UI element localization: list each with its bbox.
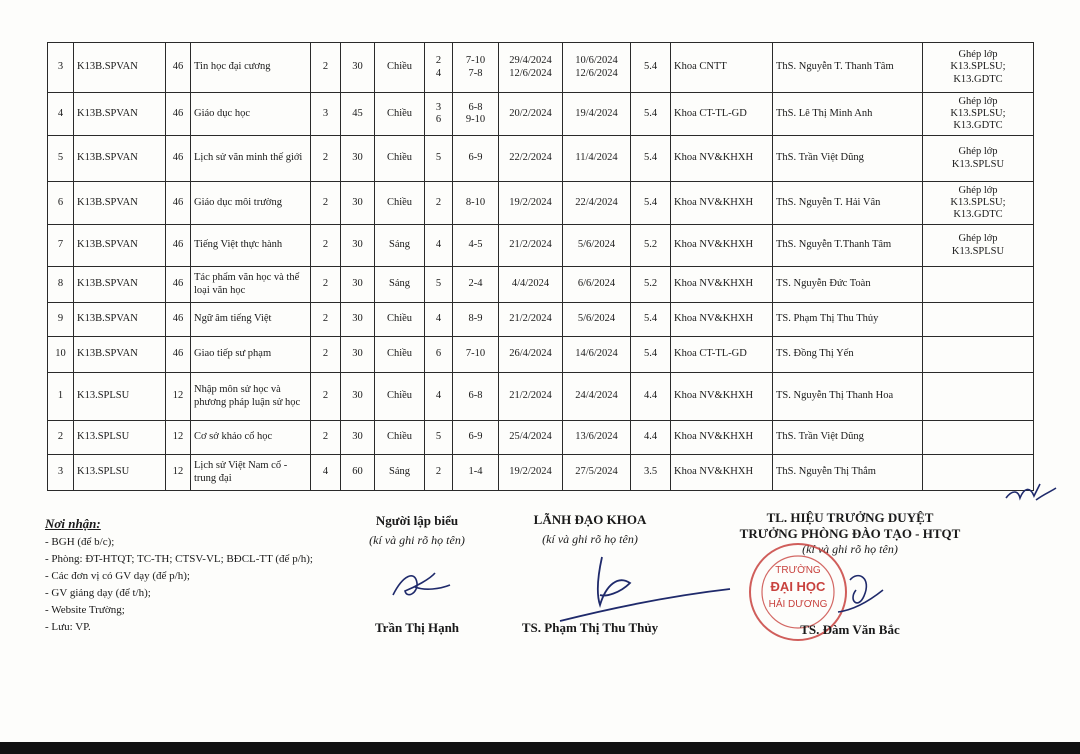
cell-line: K13.SPLSU; [950,107,1006,119]
cell-tc: 2 [311,225,341,267]
cell-lop: K13B.SPVAN [74,182,166,225]
cell-tc: 4 [311,455,341,491]
recipients-heading: Nơi nhận: [45,516,101,531]
cell-stt: 3 [48,455,74,491]
cell-khoa: Khoa NV&KHXH [671,182,773,225]
cell-line: 7-10 [465,55,486,67]
cell-ket-thuc [563,182,631,225]
cell-ghi-chu [923,225,1034,267]
cell-lop: K13B.SPVAN [74,303,166,337]
cell-line: 26/4/2024 [509,348,552,360]
cell-stt: 10 [48,337,74,373]
recipient-item: - Lưu: VP. [45,621,91,633]
recipient-item: - Website Trường; [45,604,125,616]
cell-bat-dau [499,43,563,93]
cell-mon: Giáo dục môi trường [191,182,311,225]
cell-bat-dau [499,267,563,303]
cell-thu [425,43,453,93]
cell-phong: 5.4 [631,93,671,136]
cell-phong: 5.2 [631,267,671,303]
cell-mon: Lịch sử Việt Nam cổ - trung đại [191,455,311,491]
cell-khoa: Khoa NV&KHXH [671,225,773,267]
cell-khoa: Khoa CT-TL-GD [671,337,773,373]
table-row [48,337,1034,373]
cell-ghi-chu [923,267,1034,303]
cell-gv: ThS. Trần Việt Dũng [773,136,923,182]
cell-lop: K13.SPLSU [74,455,166,491]
cell-si-so: 46 [166,267,191,303]
cell-bat-dau [499,93,563,136]
faculty-name: TS. Phạm Thị Thu Thủy [521,620,659,635]
cell-line: 21/2/2024 [509,313,552,325]
principal-name: TS. Đàm Văn Bắc [800,622,900,637]
cell-si-so: 12 [166,455,191,491]
cell-line: K13.GDTC [953,73,1003,85]
margin-initials-mark [1000,478,1060,508]
cell-khoa: Khoa NV&KHXH [671,373,773,421]
table-row [48,455,1034,491]
cell-tc: 2 [311,303,341,337]
cell-phong: 5.4 [631,136,671,182]
cell-tc: 2 [311,337,341,373]
cell-ket-thuc [563,421,631,455]
cell-phong: 5.4 [631,303,671,337]
cell-ghi-chu [923,93,1034,136]
cell-phong: 3.5 [631,455,671,491]
principal-title-2: TRƯỞNG PHÒNG ĐÀO TẠO - HTQT [739,526,961,541]
cell-gv: ThS. Nguyễn T.Thanh Tâm [773,225,923,267]
cell-line: 4-5 [468,239,483,251]
cell-line: K13.SPLSU; [950,61,1006,73]
cell-line: Ghép lớp [958,233,998,245]
table-row [48,267,1034,303]
cell-stt: 6 [48,182,74,225]
cell-line: K13.GDTC [953,120,1003,132]
cell-line: 6 [435,114,442,125]
cell-stt: 5 [48,136,74,182]
cell-line: 5 [435,431,442,443]
seal-text-3: HẢI DƯƠNG [768,599,828,610]
cell-buoi: Chiều [375,421,425,455]
cell-ghi-chu [923,182,1034,225]
cell-ghi-chu [923,303,1034,337]
cell-line: 20/2/2024 [509,107,552,119]
cell-buoi: Sáng [375,225,425,267]
cell-thu [425,93,453,136]
cell-tiet: 30 [341,421,375,455]
cell-tiet: 30 [341,225,375,267]
cell-lop: K13B.SPVAN [74,43,166,93]
cell-lop: K13.SPLSU [74,421,166,455]
cell-lop: K13B.SPVAN [74,136,166,182]
recipients-block [45,515,313,636]
preparer-name-wrap [352,620,482,636]
cell-buoi: Chiều [375,373,425,421]
cell-khoa: Khoa NV&KHXH [671,421,773,455]
cell-line: 6-8 [468,101,483,113]
cell-buoi: Sáng [375,267,425,303]
cell-bat-dau [499,225,563,267]
cell-lop: K13.SPLSU [74,373,166,421]
cell-tiet-hoc [453,337,499,373]
cell-line: Ghép lớp [958,184,998,196]
faculty-signature-block [510,512,670,547]
cell-tiet: 30 [341,267,375,303]
cell-gv: ThS. Nguyễn T. Hải Vân [773,182,923,225]
cell-bat-dau [499,421,563,455]
cell-stt: 3 [48,43,74,93]
table-row [48,225,1034,267]
cell-mon: Tiếng Việt thực hành [191,225,311,267]
cell-tiet: 30 [341,43,375,93]
cell-line: 25/4/2024 [509,431,552,443]
cell-gv: ThS. Nguyễn T. Thanh Tâm [773,43,923,93]
cell-tiet-hoc [453,93,499,136]
cell-stt: 4 [48,93,74,136]
cell-khoa: Khoa NV&KHXH [671,267,773,303]
cell-line: 24/4/2024 [575,390,618,402]
cell-si-so: 46 [166,182,191,225]
cell-line: 5/6/2024 [577,239,616,251]
cell-line: 19/2/2024 [509,466,552,478]
cell-gv: TS. Đồng Thị Yến [773,337,923,373]
cell-bat-dau [499,337,563,373]
cell-tc: 2 [311,421,341,455]
cell-tiet: 30 [341,337,375,373]
cell-phong: 4.4 [631,421,671,455]
cell-ket-thuc [563,43,631,93]
cell-gv: ThS. Nguyễn Thị Thắm [773,455,923,491]
cell-ket-thuc [563,455,631,491]
cell-line: 2 [435,466,442,478]
cell-thu [425,182,453,225]
table-row [48,43,1034,93]
cell-thu [425,337,453,373]
scan-edge-bar [0,742,1080,754]
cell-tiet-hoc [453,182,499,225]
cell-si-so: 12 [166,421,191,455]
cell-tc: 2 [311,182,341,225]
cell-mon: Tin học đại cương [191,43,311,93]
cell-line: 12/6/2024 [575,67,618,79]
cell-bat-dau [499,303,563,337]
cell-line: 21/2/2024 [509,239,552,251]
cell-buoi: Sáng [375,455,425,491]
cell-thu [425,455,453,491]
preparer-title: Người lập biểu [375,513,459,528]
cell-khoa: Khoa NV&KHXH [671,303,773,337]
principal-instruction: (kí và ghi rõ họ tên) [802,542,898,556]
cell-thu [425,136,453,182]
cell-line: 29/4/2024 [509,55,552,67]
cell-khoa: Khoa CNTT [671,43,773,93]
cell-ket-thuc [563,136,631,182]
preparer-signature-mark [385,565,455,605]
cell-si-so: 46 [166,136,191,182]
cell-line: 4 [435,239,442,251]
cell-line: 7-8 [468,67,483,79]
cell-line: 6/6/2024 [577,278,616,290]
seal-text-1: TRƯỜNG [775,565,821,576]
cell-ket-thuc [563,337,631,373]
cell-line: 6-8 [468,390,483,402]
cell-line: 13/6/2024 [575,431,618,443]
cell-si-so: 46 [166,337,191,373]
cell-stt: 9 [48,303,74,337]
cell-ghi-chu [923,136,1034,182]
cell-line: 22/4/2024 [575,196,618,208]
cell-tiet: 45 [341,93,375,136]
cell-gv: ThS. Lê Thị Minh Anh [773,93,923,136]
cell-tc: 2 [311,373,341,421]
cell-tiet-hoc [453,136,499,182]
cell-line: 19/2/2024 [509,196,552,208]
cell-tc: 2 [311,136,341,182]
cell-line: 5 [435,278,442,290]
faculty-signature-mark [540,545,740,625]
recipient-item: - GV giảng dạy (để t/h); [45,587,151,599]
cell-line: 5 [435,152,442,164]
cell-line: 21/2/2024 [509,390,552,402]
cell-line: K13.SPLSU [951,158,1005,170]
cell-tiet-hoc [453,267,499,303]
cell-lop: K13B.SPVAN [74,225,166,267]
cell-buoi: Chiều [375,43,425,93]
cell-bat-dau [499,136,563,182]
cell-line: 2 [435,55,442,67]
cell-bat-dau [499,373,563,421]
cell-buoi: Chiều [375,93,425,136]
cell-tc: 3 [311,93,341,136]
cell-line: 3 [435,101,442,113]
cell-line: 27/5/2024 [575,466,618,478]
cell-gv: ThS. Trần Việt Dũng [773,421,923,455]
cell-buoi: Chiều [375,337,425,373]
cell-tiet: 30 [341,303,375,337]
cell-bat-dau [499,455,563,491]
cell-tiet-hoc [453,303,499,337]
cell-ghi-chu [923,43,1034,93]
cell-ghi-chu [923,421,1034,455]
faculty-instruction: (kí và ghi rõ họ tên) [542,532,638,546]
preparer-signature-block [352,513,482,548]
cell-line: 5/6/2024 [577,313,616,325]
cell-tiet-hoc [453,225,499,267]
faculty-name-wrap [505,620,675,636]
table-row [48,93,1034,136]
cell-thu [425,267,453,303]
principal-name-wrap [780,622,920,638]
cell-buoi: Chiều [375,182,425,225]
cell-mon: Cơ sở khảo cổ học [191,421,311,455]
cell-si-so: 46 [166,303,191,337]
cell-line: 6-9 [468,431,483,443]
cell-stt: 7 [48,225,74,267]
cell-mon: Giao tiếp sư phạm [191,337,311,373]
cell-buoi: Chiều [375,303,425,337]
cell-line: 4/4/2024 [511,278,550,290]
cell-mon: Nhập môn sử học và phương pháp luận sử học [191,373,311,421]
cell-khoa: Khoa NV&KHXH [671,136,773,182]
cell-si-so: 46 [166,93,191,136]
preparer-name: Trần Thị Hạnh [374,620,460,635]
cell-line: 7-10 [465,348,486,360]
cell-khoa: Khoa CT-TL-GD [671,93,773,136]
cell-line: Ghép lớp [958,146,998,158]
cell-thu [425,303,453,337]
table-row [48,303,1034,337]
cell-ket-thuc [563,373,631,421]
cell-phong: 5.4 [631,43,671,93]
cell-line: Ghép lớp [958,95,998,107]
cell-mon: Ngữ âm tiếng Việt [191,303,311,337]
faculty-title: LÃNH ĐẠO KHOA [533,512,647,527]
cell-thu [425,421,453,455]
cell-si-so: 12 [166,373,191,421]
recipient-item: - BGH (để b/c); [45,536,115,548]
table-row [48,421,1034,455]
principal-title-1: TL. HIỆU TRƯỞNG DUYỆT [766,510,934,525]
cell-mon: Tác phẩm văn học và thể loại văn học [191,267,311,303]
table-row [48,136,1034,182]
cell-line: 1-4 [468,466,483,478]
cell-ket-thuc [563,267,631,303]
cell-line: 8-9 [468,313,483,325]
cell-thu [425,373,453,421]
cell-thu [425,225,453,267]
cell-gv: TS. Nguyễn Thị Thanh Hoa [773,373,923,421]
cell-ghi-chu [923,337,1034,373]
cell-gv: TS. Nguyễn Đức Toàn [773,267,923,303]
cell-line: 11/4/2024 [575,152,618,164]
cell-line: 2 [435,196,442,208]
cell-ghi-chu [923,373,1034,421]
table-row [48,373,1034,421]
cell-tiet-hoc [453,421,499,455]
cell-stt: 8 [48,267,74,303]
cell-phong: 5.2 [631,225,671,267]
cell-line: 12/6/2024 [509,67,552,79]
cell-line: 10/6/2024 [575,55,618,67]
cell-mon: Giáo dục học [191,93,311,136]
cell-line: 6 [435,348,442,360]
cell-line: 22/2/2024 [509,152,552,164]
recipient-item: - Phòng: ĐT-HTQT; TC-TH; CTSV-VL; BĐCL-TT (để p/h); [45,553,313,565]
cell-tiet-hoc [453,43,499,93]
cell-phong: 5.4 [631,182,671,225]
cell-line: K13.SPLSU [951,245,1005,257]
cell-tc: 2 [311,43,341,93]
cell-lop: K13B.SPVAN [74,93,166,136]
cell-buoi: Chiều [375,136,425,182]
cell-bat-dau [499,182,563,225]
cell-tiet-hoc [453,455,499,491]
cell-line: 4 [435,390,442,402]
cell-si-so: 46 [166,43,191,93]
cell-line: 8-10 [465,196,486,208]
cell-stt: 2 [48,421,74,455]
cell-tiet-hoc [453,373,499,421]
cell-line: 14/6/2024 [575,348,618,360]
cell-line: K13.GDTC [953,209,1003,221]
recipient-item: - Các đơn vị có GV dạy (để p/h); [45,570,190,582]
cell-line: Ghép lớp [958,49,998,61]
cell-phong: 5.4 [631,337,671,373]
cell-tiet: 30 [341,182,375,225]
cell-lop: K13B.SPVAN [74,267,166,303]
seal-text-2: ĐẠI HỌC [770,579,826,594]
cell-line: 9-10 [465,114,486,125]
cell-ket-thuc [563,225,631,267]
cell-lop: K13B.SPVAN [74,337,166,373]
cell-si-so: 46 [166,225,191,267]
cell-tc: 2 [311,267,341,303]
cell-tiet: 30 [341,373,375,421]
cell-line: 2-4 [468,278,483,290]
preparer-instruction: (kí và ghi rõ họ tên) [369,533,465,547]
cell-ket-thuc [563,93,631,136]
cell-phong: 4.4 [631,373,671,421]
cell-mon: Lịch sử văn minh thế giới [191,136,311,182]
cell-gv: TS. Phạm Thị Thu Thủy [773,303,923,337]
cell-tiet: 30 [341,136,375,182]
schedule-table [47,42,1034,491]
cell-tiet: 60 [341,455,375,491]
cell-line: 4 [435,67,442,79]
cell-line: 6-9 [468,152,483,164]
cell-ket-thuc [563,303,631,337]
cell-line: 19/4/2024 [575,107,618,119]
cell-line: K13.SPLSU; [950,196,1006,208]
cell-line: 4 [435,313,442,325]
table-row [48,182,1034,225]
cell-stt: 1 [48,373,74,421]
cell-khoa: Khoa NV&KHXH [671,455,773,491]
